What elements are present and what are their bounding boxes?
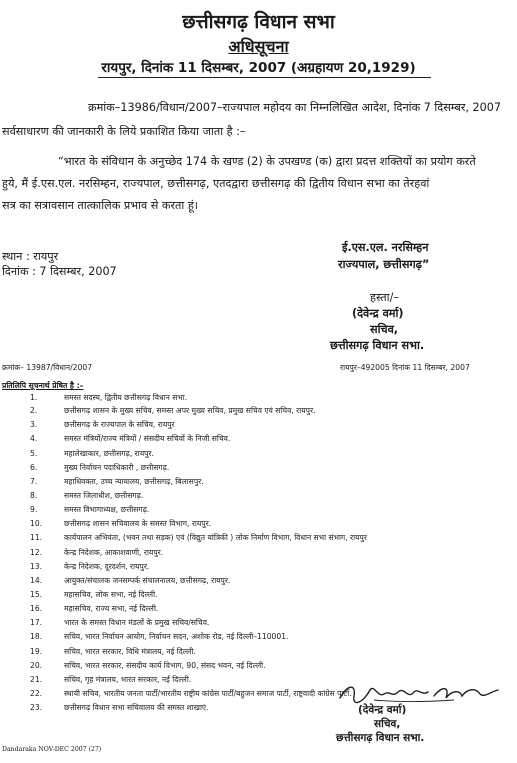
copy-heading: प्रतिलिपि सूचनार्थ प्रेषित है :–	[2, 381, 84, 390]
list-item-number: 2.	[30, 406, 38, 415]
list-item-number: 13.	[30, 562, 43, 571]
dateline: रायपुर, दिनांक 11 दिसम्बर, 2007 (अग्रहायण 20,1929)	[101, 60, 416, 76]
dateline-underline	[98, 77, 431, 78]
list-item: सचिव, गृह मंत्रालय, भारत सरकार, नई दिल्ली.	[64, 675, 192, 684]
list-item-number: 22.	[30, 689, 43, 698]
list-item: छत्तीसगढ़ के राज्यपाल के सचिव, रायपुर	[64, 420, 175, 429]
list-item: केन्द्र निदेशक, दूरदर्शन, रायपुर.	[64, 562, 150, 571]
list-item: छत्तीसगढ़ शासन के मुख्य सचिव, समस्त अपर मुख्य सचिव, प्रमुख सचिव एवं सचिव, रायपुर.	[64, 406, 316, 415]
list-item: समस्त जिलाधीश, छत्तीसगढ़.	[64, 491, 144, 500]
list-item: छत्तीसगढ़ शासन सचिवालय के समस्त विभाग, रायपुर.	[64, 519, 212, 528]
list-item-number: 21.	[30, 675, 43, 684]
list-item-number: 7.	[30, 477, 38, 486]
list-item: छत्तीसगढ़ विधान सभा सचिवालय की समस्त शाखाएं.	[64, 703, 209, 712]
secretary-office: छत्तीसगढ़ विधान सभा.	[330, 339, 425, 352]
list-item-number: 11.	[30, 533, 43, 542]
list-item-number: 1.	[30, 393, 38, 402]
list-item-number: 14.	[30, 576, 43, 585]
governor-name: ई.एस.एल. नरसिम्हन	[342, 241, 429, 254]
list-item-number: 6.	[30, 463, 38, 472]
page-title: छत्तीसगढ़ विधान सभा	[182, 11, 335, 33]
list-item: महासचिव, राज्य सभा, नई दिल्ली.	[64, 604, 159, 613]
list-item-number: 17.	[30, 618, 43, 627]
secretary-post: सचिव,	[370, 323, 399, 336]
final-secretary-office: छत्तीसगढ़ विधान सभा.	[336, 732, 425, 744]
list-item: कार्यपालन अभियंता, (भवन तथा सड़क) एवं (विद्युत यांत्रिकी ) लोक निर्माण विभाग, विधान सभा संभाग, रायपुर	[64, 533, 367, 542]
order-date: दिनांक : 7 दिसम्बर, 2007	[2, 265, 117, 278]
list-item-number: 12.	[30, 548, 43, 557]
list-item-number: 15.	[30, 590, 43, 599]
list-item-number: 23.	[30, 703, 43, 712]
copy-reference: क्रमांक– 13987/विधान/2007	[2, 363, 93, 372]
notification-heading: अधिसूचना	[228, 37, 289, 56]
list-item-number: 20.	[30, 661, 43, 670]
list-item: महाधिवक्ता, उच्च न्यायालय, छत्तीसगढ़, बिलासपुर.	[64, 477, 204, 486]
list-item: समस्त सदस्य, द्वितीय छत्तीसगढ़ विधान सभा.	[64, 393, 188, 402]
copy-date: रायपुर–492005 दिनांक 11 दिसम्बर, 2007	[340, 363, 470, 372]
list-item: महासचिव, लोक सभा, नई दिल्ली.	[64, 590, 158, 599]
list-item-number: 5.	[30, 449, 38, 458]
list-item: सचिव, भारत सरकार, संसदीय कार्य विभाग, 90, संसद भवन, नई दिल्ली.	[64, 661, 266, 670]
list-item-number: 10.	[30, 519, 43, 528]
order-intro: सर्वसाधारण की जानकारी के लिये प्रकाशित किया जाता है :–	[2, 125, 246, 138]
list-item: सचिव, भारत सरकार, विधि मंत्रालय, नई दिल्ली.	[64, 647, 196, 656]
list-item: समस्त मंत्रियों/राज्य मंत्रियों / संसदीय सचिवों के निजी सचिव.	[64, 434, 231, 443]
list-item: केन्द्र निदेशक, आकाशवाणी, रायपुर.	[64, 548, 164, 557]
list-item: भारत के समस्त विधान मंडलों के प्रमुख सचिव/सचिव.	[64, 618, 210, 627]
list-item-number: 4.	[30, 434, 38, 443]
place-label: स्थान : रायपुर	[2, 250, 59, 263]
order-body-line: सत्र का सत्रावसान तात्कालिक प्रभाव से करता हूं।	[2, 199, 199, 212]
final-secretary-post: सचिव,	[374, 718, 401, 730]
secretary-name: (देवेन्द्र वर्मा)	[352, 307, 404, 320]
list-item-number: 3.	[30, 420, 38, 429]
order-body-line: “भारत के संविधान के अनुच्छेद 174 के खण्ड (2) के उपखण्ड (क) द्वारा प्रदत्त शक्तियों का प्रयोग करते	[58, 155, 476, 168]
list-item: आयुक्त/संचालक जनसम्पर्क संचालनालय, छत्तीसगढ़, रायपुर.	[64, 576, 231, 585]
order-reference: क्रमांक–13986/विधान/2007–राज्यपाल महोदय का निम्नलिखित आदेश, दिनांक 7 दिसम्बर, 2007	[88, 101, 501, 114]
list-item: स्थायी सचिव, भारतीय जनता पार्टी/भारतीय राष्ट्रीय कांग्रेस पार्टी/बहुजन समाज पार्टी, राष्ट्रवादी कांग्रेस पार्टी.	[64, 689, 352, 698]
page-footer: Dandaraka NOV-DEC 2007 (27)	[2, 746, 102, 753]
governor-designation: राज्यपाल, छत्तीसगढ़”	[338, 258, 430, 271]
final-secretary-name: (देवेन्द्र वर्मा)	[358, 704, 407, 716]
list-item-number: 9.	[30, 505, 38, 514]
list-item-number: 16.	[30, 604, 43, 613]
list-item-number: 8.	[30, 491, 38, 500]
list-item-number: 19.	[30, 647, 43, 656]
list-item: सचिव, भारत निर्वाचन आयोग, निर्वाचन सदन, अशोक रोड, नई दिल्ली–110001.	[64, 632, 289, 641]
signed-mark: हस्ता/–	[370, 291, 399, 304]
list-item: महालेखाकार, छत्तीसगढ़, रायपुर.	[64, 449, 154, 458]
list-item: मुख्य निर्वाचन पदाधिकारी , छत्तीसगढ़.	[64, 463, 170, 472]
order-body-line: हुये, मैं ई.एस.एल. नरसिम्हन, राज्यपाल, छत्तीसगढ़, एतदद्वारा छत्तीसगढ़ की द्वितीय विधान सभा का तेरहवां	[2, 177, 430, 190]
list-item: समस्त विभागाध्यक्ष, छत्तीसगढ़.	[64, 505, 150, 514]
list-item-number: 18.	[30, 632, 43, 641]
